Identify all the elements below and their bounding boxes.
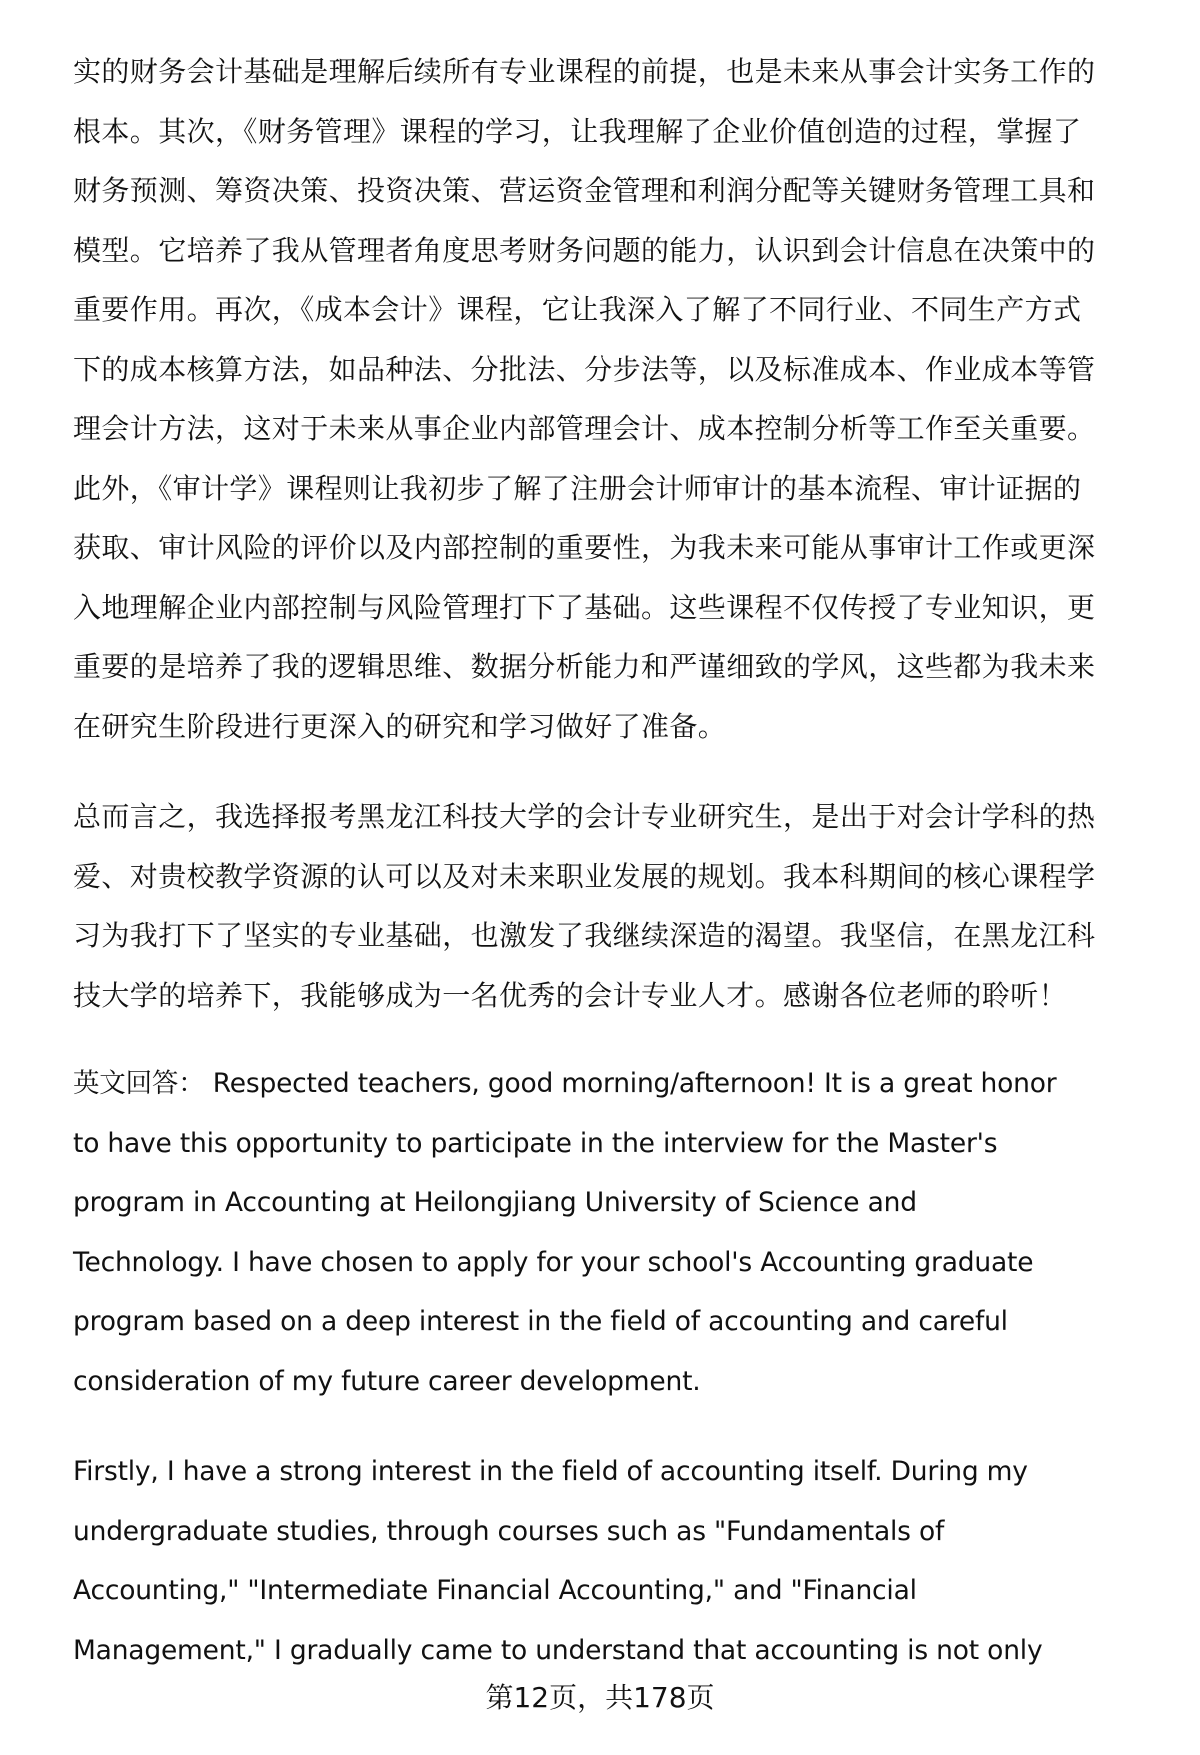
paragraph-1-line: 入地理解企业内部控制与风险管理打下了基础。这些课程不仅传授了专业知识，更	[73, 590, 1096, 624]
paragraph-2-line: 总而言之，我选择报考黑龙江科技大学的会计专业研究生，是出于对会计学科的热	[73, 800, 1096, 833]
page-number: 第12页，共178页	[485, 1681, 715, 1714]
paragraph-1-line: 重要作用。再次，《成本会计》课程，它让我深入了解了不同行业、不同生产方式	[73, 293, 1082, 326]
paragraph-2-line: 爱、对贵校教学资源的认可以及对未来职业发展的规划。我本科期间的核心课程学	[73, 859, 1096, 893]
paragraph-1-line: 获取、审计风险的评价以及内部控制的重要性，为我未来可能从事审计工作或更深	[73, 531, 1096, 564]
paragraph-3-line: program in Accounting at Heilongjiang University of Science and	[73, 1187, 917, 1218]
paragraph-1-line: 此外，《审计学》课程则让我初步了解了注册会计师审计的基本流程、审计证据的	[73, 471, 1082, 505]
paragraph-4-line: undergraduate studies, through courses such as "Fundamentals of	[73, 1515, 945, 1547]
paragraph-4-line: Management," I gradually came to understand that accounting is not only	[73, 1634, 1043, 1666]
paragraph-4-line: Firstly, I have a strong interest in the field of accounting itself. During my	[73, 1456, 1028, 1487]
paragraph-1-line: 模型。它培养了我从管理者角度思考财务问题的能力，认识到会计信息在决策中的	[73, 233, 1096, 267]
paragraph-2-line: 技大学的培养下，我能够成为一名优秀的会计专业人才。感谢各位老师的聆听！	[73, 978, 1068, 1012]
paragraph-3-line: consideration of my future career development.	[73, 1365, 701, 1397]
paragraph-1-line: 在研究生阶段进行更深入的研究和学习做好了准备。	[73, 709, 727, 743]
paragraph-1-line: 理会计方法，这对于未来从事企业内部管理会计、成本控制分析等工作至关重要。	[73, 412, 1096, 445]
paragraph-3-line: Technology. I have chosen to apply for your school's Accounting graduate	[73, 1246, 1034, 1278]
paragraph-3-line: program based on a deep interest in the field of accounting and careful	[73, 1306, 1008, 1337]
paragraph-1-line: 实的财务会计基础是理解后续所有专业课程的前提，也是未来从事会计实务工作的	[73, 55, 1096, 88]
paragraph-2-line: 习为我打下了坚实的专业基础，也激发了我继续深造的渴望。我坚信，在黑龙江科	[73, 919, 1096, 952]
paragraph-1-line: 财务预测、筹资决策、投资决策、营运资金管理和利润分配等关键财务管理工具和	[73, 174, 1096, 207]
paragraph-1-line: 下的成本核算方法，如品种法、分批法、分步法等，以及标准成本、作业成本等管	[73, 352, 1096, 386]
paragraph-3-line: 英文回答： Respected teachers, good morning/afternoon! It is a great honor	[73, 1068, 1057, 1099]
paragraph-1-line: 重要的是培养了我的逻辑思维、数据分析能力和严谨细致的学风，这些都为我未来	[73, 650, 1096, 683]
paragraph-3-line: to have this opportunity to participate in the interview for the Master's	[73, 1127, 998, 1159]
paragraph-4-line: Accounting," "Intermediate Financial Accounting," and "Financial	[73, 1575, 917, 1606]
paragraph-1-line: 根本。其次，《财务管理》课程的学习，让我理解了企业价值创造的过程，掌握了	[73, 114, 1082, 148]
